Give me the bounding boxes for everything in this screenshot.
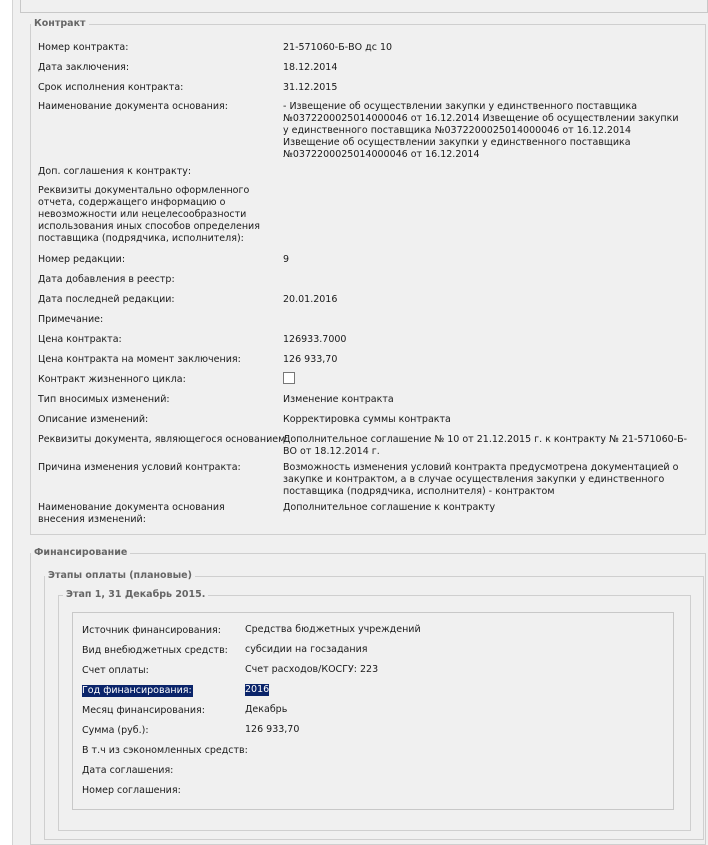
row-label: Реквизиты документально оформленного отчета, содержащего информацию о невозможности или нецелесообразности использования иных способов определения поставщика (подрядчика, исполнителя): — [38, 185, 260, 244]
change-type-value: Изменение контракта — [283, 394, 394, 405]
row-label: Цена контракта: — [38, 334, 122, 345]
row-label: Примечание: — [38, 314, 104, 325]
stage-1-legend: Этап 1, 31 Декабрь 2015. — [66, 589, 206, 600]
row-label: Реквизиты документа, являющегося основанием: — [38, 434, 289, 445]
payment-account-value: Счет расходов/КОСГУ: 223 — [245, 664, 379, 675]
previous-section-box — [20, 0, 708, 13]
row-label: В т.ч из сэкономленных средств: — [82, 745, 248, 756]
conclusion-date-value: 18.12.2014 — [283, 62, 338, 73]
row-label: Сумма (руб.): — [82, 725, 149, 736]
row-label: Причина изменения условий контракта: — [38, 462, 241, 473]
last-revision-date-value: 20.01.2016 — [283, 294, 338, 305]
contract-price-value: 126933.7000 — [283, 334, 347, 345]
basis-details-value: Дополнительное соглашение № 10 от 21.12.2015 г. к контракту № 21-571060-Б-ВО от 18.12.2014 г. — [283, 434, 688, 457]
row-label: Год финансирования: — [82, 685, 192, 696]
basis-document-value: - Извещение об осуществлении закупки у единственного поставщика №0372200025014000046 от 16.12.2014 Извещение об осуществлении закупки у единственного поставщика №0372200025014000046 от 16.12.2014 Извещение об осуществлении закупки у единственного поставщика №0372200025014000046 от 16.12.2014 — [283, 101, 679, 160]
initial-price-value: 126 933,70 — [283, 354, 338, 365]
row-label: Дата последней редакции: — [38, 294, 175, 305]
change-document-value: Дополнительное соглашение к контракту — [283, 502, 496, 513]
row-label: Дата добавления в реестр: — [38, 274, 175, 285]
payment-stages-legend: Этапы оплаты (плановые) — [48, 570, 192, 581]
offbudget-type-value: субсидии на госзадания — [245, 644, 368, 655]
row-label: Описание изменений: — [38, 414, 149, 425]
row-label: Номер контракта: — [38, 42, 129, 53]
row-label: Дата заключения: — [38, 62, 130, 73]
row-label: Дата соглашения: — [82, 765, 174, 776]
row-label: Счет оплаты: — [82, 665, 149, 676]
row-label: Контракт жизненного цикла: — [38, 374, 186, 385]
row-label: Вид внебюджетных средств: — [82, 645, 228, 656]
contract-legend: Контракт — [34, 18, 86, 29]
row-label: Наименование документа основания: — [38, 101, 228, 112]
financing-legend: Финансирование — [34, 547, 128, 558]
row-label: Источник финансирования: — [82, 625, 221, 636]
row-label: Доп. соглашения к контракту: — [38, 166, 192, 177]
row-label: Цена контракта на момент заключения: — [38, 354, 241, 365]
change-reason-value: Возможность изменения условий контракта предусмотрена документацией о закупке и контрактом, а в случае осуществления закупки у единственного поставщика (подрядчика, исполнителя) - контрактом — [283, 462, 679, 497]
lifecycle-contract-checkbox[interactable] — [283, 372, 295, 384]
funding-source-value: Средства бюджетных учреждений — [245, 624, 421, 635]
row-label: Тип вносимых изменений: — [38, 394, 170, 405]
row-label: Месяц финансирования: — [82, 705, 205, 716]
row-label: Номер редакции: — [38, 254, 126, 265]
funding-year-value: 2016 — [245, 684, 270, 695]
contract-number-value: 21-571060-Б-ВО дс 10 — [283, 42, 393, 53]
row-label: Срок исполнения контракта: — [38, 82, 184, 93]
row-label: Наименование документа основания внесения изменений: — [38, 502, 225, 525]
execution-date-value: 31.12.2015 — [283, 82, 338, 93]
row-label: Номер соглашения: — [82, 785, 181, 796]
change-description-value: Корректировка суммы контракта — [283, 414, 451, 425]
amount-value: 126 933,70 — [245, 724, 300, 735]
revision-number-value: 9 — [283, 254, 290, 265]
funding-month-value: Декабрь — [245, 704, 288, 715]
